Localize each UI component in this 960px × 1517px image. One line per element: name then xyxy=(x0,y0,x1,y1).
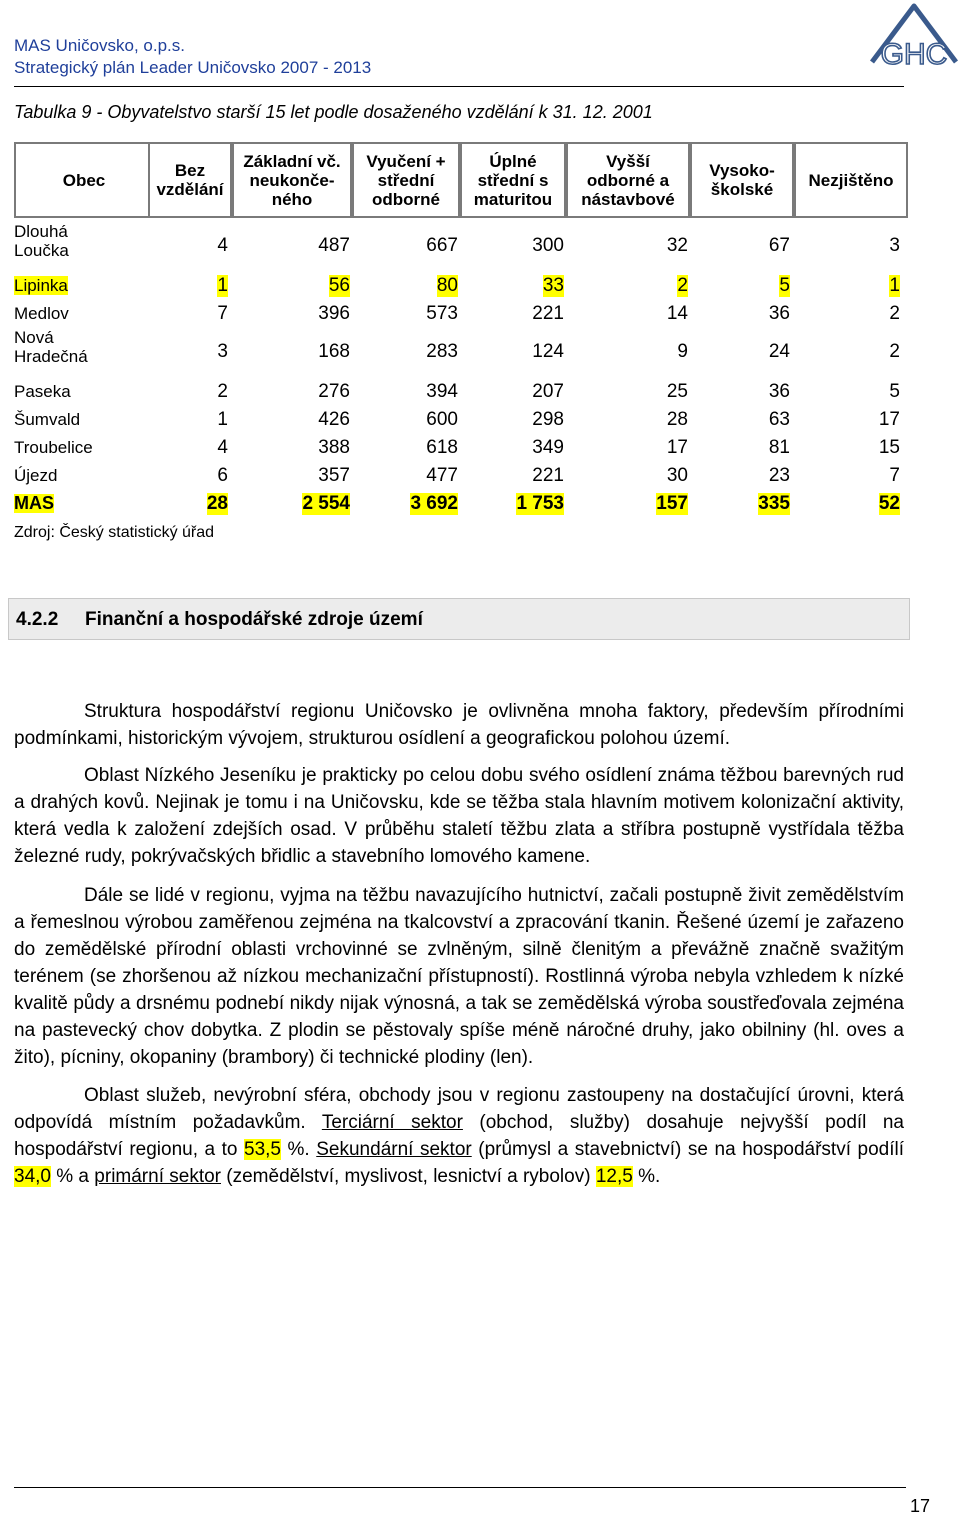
tertiary-sector-term: Terciární sektor xyxy=(321,1112,463,1133)
cell-nezjisteno: 1 xyxy=(889,275,900,296)
cell-zakladni: 357 xyxy=(318,465,350,486)
municipality-name: Újezd xyxy=(14,466,58,485)
municipality-name: Paseka xyxy=(14,382,71,401)
cell-nezjisteno: 2 xyxy=(889,303,900,324)
cell-vyssi-odborne: 30 xyxy=(666,465,688,486)
cell-vysokoskolske: 81 xyxy=(768,437,790,458)
p4-text-2: (obchod, služby) dosahuje nejvyšší podíl na hospodářství regionu, a to xyxy=(14,1112,904,1160)
cell-nezjisteno: 3 xyxy=(889,235,900,256)
municipality-name: Medlov xyxy=(14,304,69,323)
column-header-nezjisteno: Nezjištěno xyxy=(794,142,908,218)
cell-bez-vzdelani: 28 xyxy=(206,493,228,514)
cell-vyssi-odborne: 9 xyxy=(677,341,688,362)
cell-bez-vzdelani: 7 xyxy=(217,303,228,324)
p4-text-1: Oblast služeb, nevýrobní sféra, obchody jsou v regionu zastoupeny na dostačující úrovni, která odpovídá místním požadavkům. xyxy=(14,1085,904,1133)
p4-text-3: %. xyxy=(281,1139,317,1160)
column-header-uplne-stredni: Úplné střední s maturitou xyxy=(460,142,566,218)
column-header-zakladni: Základní vč. neukonče- ného xyxy=(232,142,352,218)
cell-vysokoskolske: 36 xyxy=(768,303,790,324)
cell-nezjisteno: 2 xyxy=(889,341,900,362)
cell-zakladni: 487 xyxy=(318,235,350,256)
cell-vyssi-odborne: 32 xyxy=(666,235,688,256)
table-row xyxy=(14,300,906,328)
cell-zakladni: 56 xyxy=(328,275,350,296)
cell-vysokoskolske: 63 xyxy=(768,409,790,430)
municipality-name: Šumvald xyxy=(14,410,81,429)
cell-vysokoskolske: 67 xyxy=(768,235,790,256)
cell-vysokoskolske: 5 xyxy=(779,275,790,296)
logo-text: GHC xyxy=(880,38,948,71)
paragraph-4 xyxy=(14,1082,904,1190)
cell-vyuceni: 394 xyxy=(426,381,458,402)
cell-bez-vzdelani: 4 xyxy=(217,437,228,458)
p4-text-5: % a xyxy=(50,1166,95,1187)
table-row xyxy=(14,434,906,462)
municipality-name: Dlouhá Loučka xyxy=(14,222,69,260)
header-document-title: Strategický plán Leader Uničovsko 2007 - 2013 xyxy=(14,58,372,77)
p4-text-6: (zemědělství, myslivost, lesnictví a rybolov) xyxy=(221,1166,596,1187)
column-header-vyssi-odborne: Vyšší odborné a nástavbové xyxy=(566,142,690,218)
table-row xyxy=(14,328,906,378)
cell-bez-vzdelani: 2 xyxy=(217,381,228,402)
paragraph-2: Oblast Nízkého Jeseníku je prakticky po celou dobu svého osídlení známa těžbou barevných rud a drahých kovů. Nejinak je tomu i na Uničovsku, kde se těžba stala hlavním motivem kolonizační aktivity, která vedla k založení zdejších osad. V průběhu staletí těžbu zlata a stříbra postupně vystřídala těžba železné rudy, pokrývačských břidlic a stavebního lomového kamene. xyxy=(14,765,904,867)
cell-vyssi-odborne: 157 xyxy=(656,493,688,514)
cell-uplne-stredni: 221 xyxy=(532,303,564,324)
primary-share-value: 12,5 xyxy=(595,1166,633,1187)
paragraph-3: Dále se lidé v regionu, vyjma na těžbu navazujícího hutnictví, začali postupně živit zemědělstvím a řemeslnou výrobou zaměřenou zejména na tkalcovství a zpracování tkanin. Řešené území je zařazeno do zemědělské přírodní oblasti vrchovinné se zvlněným, silně členitým a převážně značně svažitým terénem (se zhoršenou až nízkou mechanizační přístupností). Rostlinná výroba nebyla vzhledem k nízké kvalitě půdy a drsnému podnebí nikdy nijak výnosná, a tak se zemědělská výroba soustřeďovala zejména na pastevecký chov dobytka. Z plodin se pěstovaly spíše méně náročné druhy, jako obilniny (hl. oves a žito), pícniny, okopaniny (brambory) či technické plodiny (len). xyxy=(14,885,904,1068)
table-row xyxy=(14,378,906,406)
municipality-name: Nová Hradečná xyxy=(14,328,88,366)
cell-vyuceni: 477 xyxy=(426,465,458,486)
table-row xyxy=(14,406,906,434)
cell-nezjisteno: 17 xyxy=(878,409,900,430)
cell-nezjisteno: 7 xyxy=(889,465,900,486)
cell-uplne-stredni: 300 xyxy=(532,235,564,256)
header-organization: MAS Uničovsko, o.p.s. xyxy=(14,36,186,55)
cell-bez-vzdelani: 3 xyxy=(217,341,228,362)
column-header-obec: Obec xyxy=(14,142,154,218)
cell-vysokoskolske: 36 xyxy=(768,381,790,402)
cell-zakladni: 168 xyxy=(318,341,350,362)
column-header-bez-vzdelani: Bez vzdělání xyxy=(148,142,232,218)
cell-bez-vzdelani: 1 xyxy=(217,409,228,430)
secondary-share-value: 34,0 xyxy=(14,1166,51,1187)
cell-vysokoskolske: 335 xyxy=(758,493,790,514)
cell-uplne-stredni: 1 753 xyxy=(516,493,564,514)
table-row xyxy=(14,462,906,490)
cell-bez-vzdelani: 6 xyxy=(217,465,228,486)
header-divider xyxy=(14,86,904,87)
cell-uplne-stredni: 124 xyxy=(532,341,564,362)
cell-vyuceni: 80 xyxy=(436,275,458,296)
cell-nezjisteno: 5 xyxy=(889,381,900,402)
primary-sector-term: primární sektor xyxy=(94,1166,221,1187)
p4-text-7: %. xyxy=(632,1166,661,1187)
column-header-vyuceni: Vyučení + střední odborné xyxy=(352,142,460,218)
cell-zakladni: 276 xyxy=(318,381,350,402)
table-row xyxy=(14,222,906,270)
cell-uplne-stredni: 298 xyxy=(532,409,564,430)
cell-vyuceni: 3 692 xyxy=(410,493,458,514)
municipality-name: Troubelice xyxy=(14,438,93,457)
cell-vyssi-odborne: 17 xyxy=(666,437,688,458)
cell-zakladni: 2 554 xyxy=(302,493,350,514)
cell-vyuceni: 573 xyxy=(426,303,458,324)
cell-uplne-stredni: 349 xyxy=(532,437,564,458)
section-number: 4.2.2 xyxy=(16,609,59,630)
cell-vyssi-odborne: 2 xyxy=(677,275,688,296)
cell-zakladni: 396 xyxy=(318,303,350,324)
cell-vyssi-odborne: 25 xyxy=(666,381,688,402)
municipality-name: MAS xyxy=(14,493,54,513)
cell-bez-vzdelani: 4 xyxy=(217,235,228,256)
cell-vyssi-odborne: 28 xyxy=(666,409,688,430)
cell-vyuceni: 618 xyxy=(426,437,458,458)
table-row xyxy=(14,490,906,518)
cell-vyuceni: 600 xyxy=(426,409,458,430)
table-caption: Tabulka 9 - Obyvatelstvo starší 15 let podle dosaženého vzdělání k 31. 12. 2001 xyxy=(14,102,653,122)
ghc-logo-icon xyxy=(860,0,960,78)
table-row xyxy=(14,272,906,300)
cell-zakladni: 388 xyxy=(318,437,350,458)
cell-vyuceni: 667 xyxy=(426,235,458,256)
cell-uplne-stredni: 221 xyxy=(532,465,564,486)
cell-vysokoskolske: 24 xyxy=(768,341,790,362)
cell-nezjisteno: 15 xyxy=(878,437,900,458)
section-title: Finanční a hospodářské zdroje území xyxy=(85,609,423,630)
cell-vyssi-odborne: 14 xyxy=(666,303,688,324)
section-heading xyxy=(8,598,910,640)
page-number: 17 xyxy=(910,1496,931,1516)
tertiary-share-value: 53,5 xyxy=(244,1139,281,1160)
p4-text-4: (průmysl a stavebnictví) se na hospodářství podílí xyxy=(471,1139,904,1160)
cell-bez-vzdelani: 1 xyxy=(217,275,228,296)
paragraph-1: Struktura hospodářství regionu Uničovsko je ovlivněna mnoha faktory, především přírodními podmínkami, historickým vývojem, strukturou osídlení a geografickou polohou území. xyxy=(14,701,904,749)
municipality-name: Lipinka xyxy=(14,276,68,295)
table-source: Zdroj: Český statistický úřad xyxy=(14,524,215,541)
cell-nezjisteno: 52 xyxy=(878,493,900,514)
cell-uplne-stredni: 33 xyxy=(542,275,564,296)
column-header-vysokoskolske: Vysoko- školské xyxy=(690,142,794,218)
cell-vysokoskolske: 23 xyxy=(768,465,790,486)
cell-zakladni: 426 xyxy=(318,409,350,430)
secondary-sector-term: Sekundární sektor xyxy=(316,1139,472,1160)
cell-vyuceni: 283 xyxy=(426,341,458,362)
cell-uplne-stredni: 207 xyxy=(532,381,564,402)
footer-divider xyxy=(14,1487,906,1488)
